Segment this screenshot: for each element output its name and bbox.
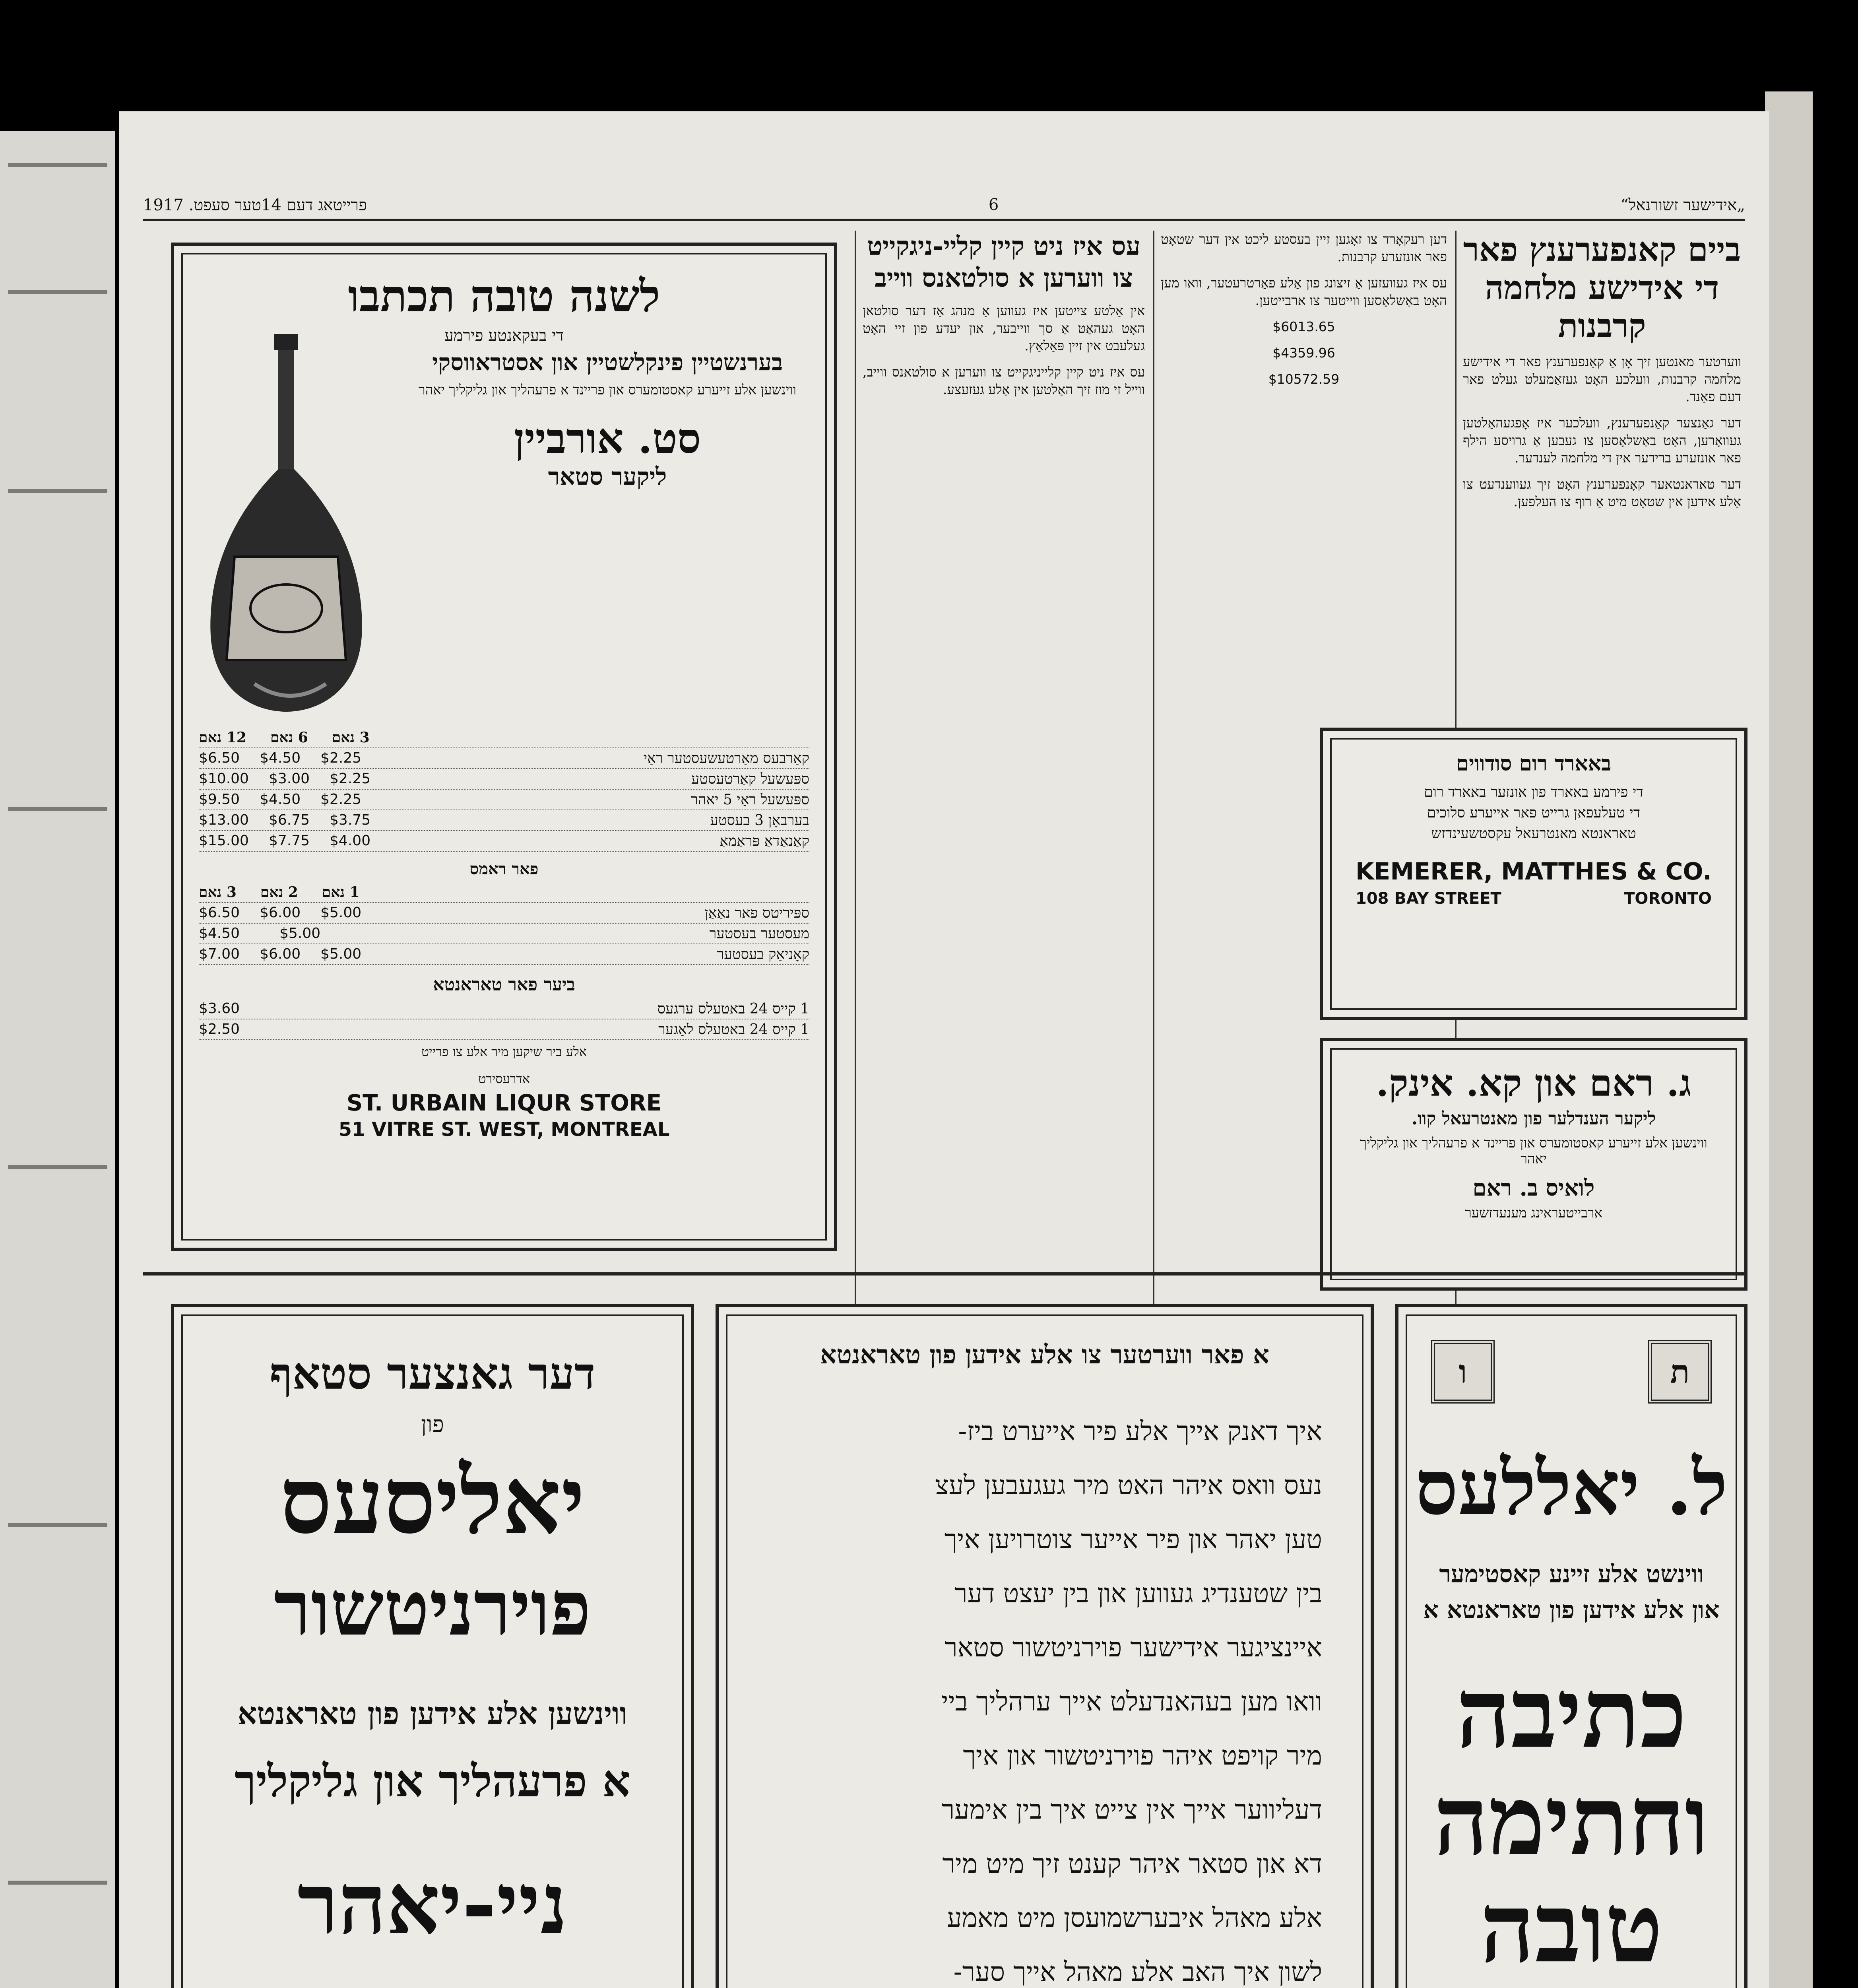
adjacent-page-strip bbox=[0, 131, 115, 1988]
page-number: 6 bbox=[988, 196, 999, 214]
col-head: 3 נאם bbox=[199, 884, 237, 901]
price-item: ספּיריטס פאר נאַאַן bbox=[704, 905, 809, 921]
section-heading: פאר ראמס bbox=[469, 860, 539, 878]
liquor-signoff: אדרעסירט bbox=[478, 1071, 530, 1086]
conference-headline: ביים קאנפערענץ פאר די אידישע מלחמה קרבנות bbox=[1463, 231, 1741, 345]
corner-letter: ו bbox=[1431, 1340, 1495, 1404]
price-item: קאָניאַק בעסטער bbox=[717, 946, 809, 963]
price-item: קאַנאַדאַ פּראַמאַ bbox=[720, 833, 809, 849]
price: $3.75 bbox=[330, 812, 371, 828]
beer-heading: ביער פאר טאראנטא bbox=[433, 975, 575, 995]
price-row bbox=[199, 810, 809, 831]
col-head: 2 נאם bbox=[260, 884, 298, 901]
price: $2.50 bbox=[199, 1021, 240, 1037]
price-row bbox=[199, 831, 809, 852]
price-item: 1 קייס 24 באטעלס לאַגער bbox=[658, 1021, 809, 1038]
letter-line: בין שטענדיג געווען און בין יעצט דער bbox=[954, 1578, 1322, 1609]
price: $9.50 bbox=[199, 791, 240, 808]
col-head: 1 נאם bbox=[322, 884, 360, 901]
kemerer-ad bbox=[1320, 728, 1747, 1020]
letter-ad bbox=[716, 1304, 1374, 1988]
column-rule bbox=[855, 231, 856, 1344]
liquor-price-table bbox=[199, 728, 809, 1141]
price-row bbox=[199, 903, 809, 924]
furniture-greeting: ווינשען אלע אידען פון טאראנטא bbox=[237, 1696, 628, 1731]
liquor-store-ad bbox=[171, 243, 837, 1251]
store-name: ST. URBAIN LIQUR STORE bbox=[346, 1090, 662, 1116]
rom-names: לואיס ב. ראם bbox=[1472, 1175, 1595, 1201]
sultan-paragraph: עס איז ניט קיין קלייניגקייט צו ווערען א סולטאנס ווייב, ווייל זי מוז זיך האַלטען אין אַלע געזעצע. bbox=[863, 364, 1145, 397]
furniture-word: פוירניטשור bbox=[274, 1564, 591, 1652]
greeting-line: און אלע אידען פון טאראנטא א bbox=[1423, 1596, 1720, 1624]
furniture-from: פון bbox=[421, 1411, 444, 1437]
report-article bbox=[1161, 231, 1447, 397]
price: $4.50 bbox=[260, 750, 301, 766]
price-item: מעסטער בעסטער bbox=[709, 926, 809, 942]
price-item: 1 קייס 24 באטעלס ערגעס bbox=[657, 1001, 809, 1017]
price-item: קאַרבעס מאַרטעשעסטער ראַי bbox=[643, 750, 809, 767]
conference-paragraph: דער טאראנטאער קאָנפערענץ האָט זיך געווענדעט צו אַלע אידען אין שטאָט מיט אַ רוף צו העלפען. bbox=[1463, 476, 1741, 509]
section-divider bbox=[143, 1272, 1745, 1276]
price: $3.60 bbox=[199, 1000, 240, 1017]
kemerer-line: די פירמע באארד פון אונזער באארד רום bbox=[1424, 784, 1643, 800]
kemerer-company: KEMERER, MATTHES & CO. bbox=[1355, 858, 1712, 885]
corner-letter: ת bbox=[1648, 1340, 1712, 1404]
price: $4.00 bbox=[330, 833, 371, 849]
report-sum: $10572.59 bbox=[1268, 371, 1340, 387]
price-row bbox=[199, 769, 809, 790]
rom-title: ג. ראם און קא. אינק. bbox=[1376, 1062, 1691, 1105]
price-item: ספּעשעל ראַי 5 יאהר bbox=[691, 792, 809, 808]
price: $4.50 bbox=[199, 925, 240, 942]
price-row bbox=[199, 790, 809, 810]
report-sum: $4359.96 bbox=[1272, 345, 1335, 361]
letter-line: אלע מאהל איבערשמועסן מיט מאמע bbox=[947, 1903, 1322, 1933]
furniture-staff: דער גאנצער סטאף bbox=[270, 1348, 595, 1399]
furniture-name: יאליסעס bbox=[280, 1447, 585, 1555]
furniture-ad bbox=[171, 1304, 694, 1988]
letter-line: מיר קויפט איהר פוירניטשור און איך bbox=[963, 1740, 1322, 1771]
letter-heading: א פאר ווערטער צו אלע אידען פון טאראנטא bbox=[820, 1340, 1269, 1370]
rom-subtitle: ליקער הענדלער פון מאנטרעאל קוו. bbox=[1411, 1109, 1656, 1129]
vachasima-word: וחתימה bbox=[1433, 1765, 1709, 1877]
ksiva-word: כתיבה bbox=[1456, 1657, 1687, 1769]
bottle-illustration bbox=[199, 334, 374, 716]
letter-line: טען יאהר און פיר אייער צוטרויען איך bbox=[944, 1524, 1322, 1555]
issue-date: פרייטאג דעם 14טער סעפט. 1917 bbox=[143, 196, 367, 214]
price: $4.50 bbox=[260, 791, 301, 808]
kemerer-line: טאראנטא מאנטרעאל עקסטשעינדזש bbox=[1431, 825, 1636, 842]
price: $2.25 bbox=[320, 750, 362, 766]
tova-word: טובה bbox=[1480, 1872, 1663, 1984]
price: $5.00 bbox=[320, 946, 362, 962]
liquor-owners: בערנשטיין פינקלשטיין און אסטראווסקי bbox=[432, 349, 783, 376]
conference-article bbox=[1463, 231, 1741, 519]
store-address: 51 VITRE ST. WEST, MONTREAL bbox=[338, 1118, 670, 1141]
furniture-greeting2: א פרעהליך און גליקליך bbox=[235, 1755, 630, 1807]
price: $6.75 bbox=[268, 812, 310, 828]
price-row bbox=[199, 924, 809, 944]
price: $10.00 bbox=[199, 771, 249, 787]
liquor-subtitle: די בעקאנטע פירמע bbox=[444, 326, 564, 345]
column-rule bbox=[1153, 231, 1154, 1344]
letter-line: נעס וואס איהר האט מיר געגעבען לעצ bbox=[935, 1470, 1322, 1501]
price-item: ספּעשעל קאַרטעסטע bbox=[691, 771, 809, 787]
price: $3.00 bbox=[268, 771, 310, 787]
letter-line: דעליווער אייך אין צייט איך בין אימער bbox=[941, 1794, 1322, 1825]
col-head: 3 נאם bbox=[332, 729, 370, 746]
liquor-intro: ווינשען אלע זייערע קאסטומערס און פריינד א פרעהליך און גליקליך יאהר bbox=[419, 382, 796, 398]
furniture-newyear: ניי-יאהר bbox=[297, 1855, 568, 1953]
report-paragraph: עס איז געוועזען אַ זיצונג פון אַלע פאַרטרעטער, וואו מען האָט באַשלאָסען ווייטער צו ארבייטען. bbox=[1161, 275, 1447, 308]
kemerer-title: באארד רום סודווים bbox=[1456, 751, 1612, 776]
price: $5.00 bbox=[279, 925, 321, 942]
price: $6.00 bbox=[260, 905, 301, 921]
product-subtitle: ליקער סטאר bbox=[548, 463, 667, 491]
price: $2.25 bbox=[330, 771, 371, 787]
price: $6.50 bbox=[199, 905, 240, 921]
greeting-name: ל. יאללעס bbox=[1415, 1443, 1728, 1532]
price: $6.00 bbox=[260, 946, 301, 962]
report-sum: $6013.65 bbox=[1272, 319, 1335, 334]
letter-line: איינציגער אידישער פוירניטשור סטאר bbox=[945, 1632, 1322, 1663]
letter-body bbox=[727, 1370, 1362, 1988]
rom-greeting: ווינשען אלע זייערע קאסטומערס און פריינד א פרעהליך און גליקליך יאהר bbox=[1360, 1135, 1707, 1167]
price: $6.50 bbox=[199, 750, 240, 766]
price: $5.00 bbox=[320, 905, 362, 921]
letter-line: לשון איך האב אלע מאהל אייך סער- bbox=[953, 1957, 1322, 1987]
paper-name: „אידישער זשורנאל“ bbox=[1620, 196, 1745, 214]
kemerer-address: 108 BAY STREET bbox=[1356, 889, 1501, 908]
rom-role: ארבייטעראינג מענעדזשער bbox=[1465, 1205, 1602, 1221]
col-head: 6 נאם bbox=[270, 729, 308, 746]
conference-paragraph: דער גאַנצער קאַנפערענץ, וועלכער איז אָפגעהאַלטען געוואָרען, האָט באַשלאָסען צו געבען אַ גרויסע הילף פאר אונזערע ברידער אין די מלחמה לענדער. bbox=[1463, 415, 1741, 466]
price-row bbox=[199, 999, 809, 1019]
price: $15.00 bbox=[199, 833, 249, 849]
greeting-headline: לשנה טובה תכתבו bbox=[348, 270, 660, 322]
new-year-greeting-ad bbox=[1395, 1304, 1747, 1988]
page-header bbox=[143, 191, 1745, 221]
report-paragraph: דען רעקאָרד צו זאָגען זיין בעסטע ליכט אין דער שטאָט פאר אונזערע קרבנות. bbox=[1161, 231, 1447, 264]
price-row bbox=[199, 1019, 809, 1040]
product-name: סט. אורביין bbox=[514, 414, 701, 463]
conference-paragraph: ווערטער מאנטען זיך אָן אַ קאַנפערענץ פאר די אידישע מלחמה קרבנות, וועלכע האָט געזאַמעלט געלט פאר דעם פאַנד. bbox=[1463, 354, 1741, 404]
letter-line: דא און סטאר איהר קענט זיך מיט מיר bbox=[942, 1848, 1322, 1879]
liquor-footnote: אלע ביר שיקען מיר אלע צו פרייט bbox=[421, 1044, 587, 1059]
price: $2.25 bbox=[320, 791, 362, 808]
price: $7.75 bbox=[268, 833, 310, 849]
greeting-line: ווינשט אלע זיינע קאסטימער bbox=[1439, 1560, 1704, 1588]
rom-ad bbox=[1320, 1038, 1747, 1291]
price: $13.00 bbox=[199, 812, 249, 828]
col-head: 12 נאם bbox=[199, 729, 246, 746]
letter-line: איך דאנק אייך אלע פיר אייערט ביז- bbox=[958, 1416, 1322, 1446]
price-row bbox=[199, 748, 809, 769]
newspaper-page bbox=[119, 111, 1769, 1988]
page-edge bbox=[1765, 91, 1813, 1988]
price: $7.00 bbox=[199, 946, 240, 962]
kemerer-line: די טעלעפאן גרייט פאר אייערע סלוכים bbox=[1427, 805, 1641, 821]
price-row bbox=[199, 944, 809, 965]
kemerer-city: TORONTO bbox=[1624, 889, 1712, 908]
sultan-headline: עס איז ניט קיין קליי-ניגקייט צו ווערען א סולטאנס ווייב bbox=[867, 231, 1140, 293]
letter-line: וואו מען בעהאנדעלט אייך ערהליך ביי bbox=[941, 1686, 1322, 1717]
sultan-article bbox=[863, 231, 1145, 407]
price-item: בערבאָן 3 בעסטע bbox=[710, 812, 809, 829]
sultan-paragraph: אין אַלטע צייטען איז געווען אַ מנהג אַז דער סולטאן האָט געהאַט אַ סך ווייבער, און יעדע פון זיי האָט געלעבט אין זיין פּאַלאַץ. bbox=[863, 303, 1145, 353]
